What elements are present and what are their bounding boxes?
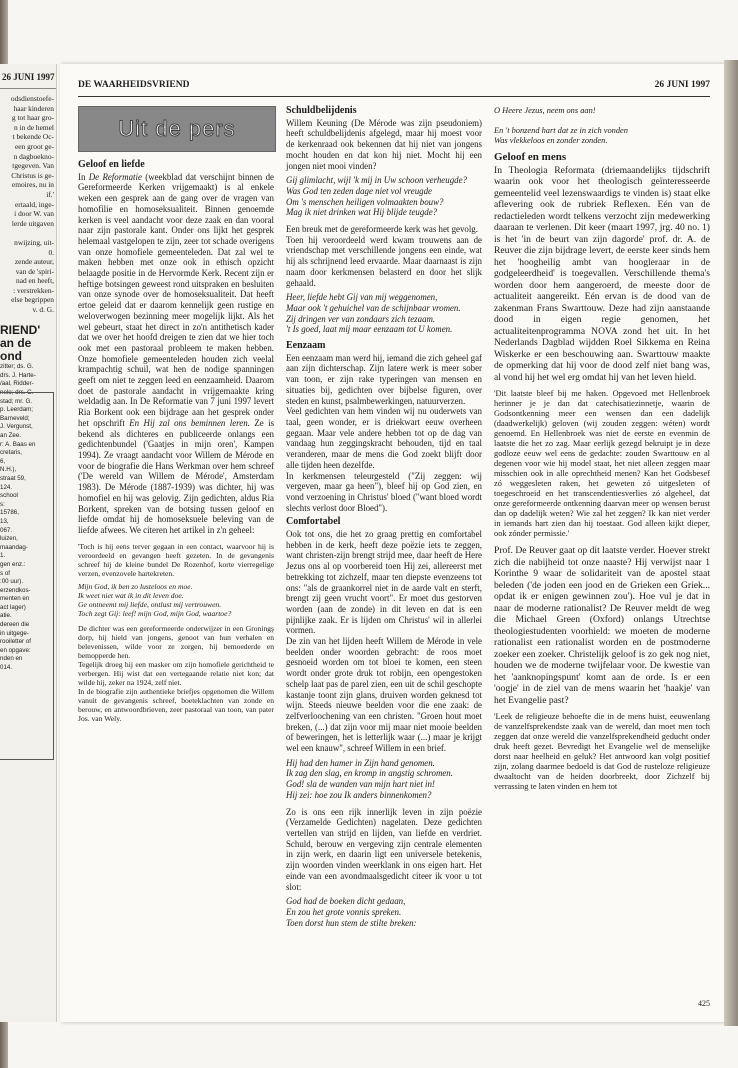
left-page-line: n dagboekno- (13, 151, 54, 161)
left-page-line: menten en (0, 595, 30, 603)
left-page-line: else begrippen (11, 295, 54, 305)
left-page-line: s: (0, 500, 5, 508)
column-1 (78, 102, 274, 723)
left-page-line: 124. (0, 483, 13, 491)
left-page-line: s of (0, 569, 10, 577)
left-page-line: t bekende Oc- (12, 132, 54, 142)
left-page-line: gen enz.: (0, 560, 26, 568)
left-page-line: nden en (0, 655, 23, 663)
left-page-line: straat 59, (0, 474, 26, 482)
left-page-line: J. Vergunst, (0, 423, 33, 431)
left-page-line: nwijzing, uit- (14, 237, 54, 247)
left-page-line: 1. (0, 552, 6, 560)
uit-de-pers-logo: Uit de pers (78, 106, 276, 152)
quote-paragraph: In de biografie zijn authentieke briefjes opgenomen die Willem vanuit de gevangenis schreef, boeteklachten van zonde en berouw, en antwoordbrieven, zeer pastoraal van toon, van pater Jos. van Wely. (78, 686, 274, 723)
left-page-line: act lager) (0, 603, 26, 611)
left-page-line: Barneveld; (0, 414, 30, 422)
left-page-line: odsdienstoefe- (10, 94, 54, 103)
heading-geloof-en-liefde: Geloof en liefde (78, 159, 145, 170)
left-page-line: r: A. Baas en (0, 440, 36, 448)
left-page-line: emoires, nu in (11, 180, 54, 190)
left-page-line: 15786, (0, 509, 19, 517)
left-page-fragment (0, 64, 57, 1022)
left-page-line: nelo; drs. C. (0, 389, 34, 397)
left-page-header: 26 JUNI 1997 (0, 64, 56, 89)
running-header (78, 80, 710, 97)
left-page-line: 6, (0, 457, 6, 465)
heading-schuldbelijdenis: Schuldbelijdenis (286, 105, 357, 116)
left-page-line: n in de hemel (13, 122, 54, 132)
left-page-line: an Zee. (0, 432, 21, 439)
body-paragraph: Ook tot ons, die het zo graag prettig en comfortabel hebben in de kerk, heeft deze poëzie iets te zeggen, want christen-zijn brengt strijd mee, daar heeft de Here Jezus ons al op voorbereid toen Hij zei, allereerst met betrekking tot zichzelf, maar ten diepste evenzeens tot ons: "als de graankorrel niet in de aarde valt en sterft, brengt zij geen vrucht voort". Er moet dus gestorven worden (aan de zonde) in dit leven en dat is een pijnlijke zaak. Er is lijden om Christus' wil in allerlei vormen. (286, 529, 482, 636)
poem-6: O Heere Jezus, neem ons aan! En 't bonzend hart dat ze in zich vonden Was vlekkeloos en zonder zonden. (494, 106, 628, 145)
left-page-line: v. d. G. (32, 305, 54, 315)
left-page-line: drs. J. Harte- (0, 371, 36, 379)
body-paragraph: De zin van het lijden heeft Willem de Mérode in vele beelden onder woorden gebracht: de roos moet gesnoeid worden om tot bloei te komen, een steen wordt onder grote druk tot robijn, een opengestoken schelp laat pas de parel zien, een uit de schil geschopte kastanje toont zijn glans, druiven worden geknesd tot wijn. Steeds nieuwe beelden voor die ene zaak: de zelfverloochening van een christen. "Groen hout moet breken, (...) dat zijn voor mij maar niet mooie beelden of beweringen, het is letterlijk waar (...) maar je krijgt wel een knauw", schreef Willem in een brief. (286, 636, 482, 754)
page-number: 425 (698, 999, 710, 1008)
poem-5: God had de boeken dicht gedaan, En zou het grote vonnis spreken. Toen dorst hun stem de stilte breken: (286, 896, 417, 928)
left-page-line: lerde uitgaven (11, 218, 54, 228)
left-page-line: school (0, 492, 18, 500)
body-paragraph: Willem Keuning (De Mérode was zijn pseudoniem) heeft schuldbelijdenis afgelegd, maar hij moest voor de kerkenraad ook bekennen dat hij niet van jongens mocht houden en dat kon hij niet. Mocht hij een jongen niet mooi vinden? (286, 117, 482, 171)
poem-4: Hij had den hamer in Zijn hand genomen. Ik zag den slag, en kromp in angstig schromen. God! sla de wanden van mijn hart niet in! Hij zei: hoe zou Ik anders binnenkomen? (286, 757, 453, 800)
left-page-line: stad; mr. G. (0, 397, 32, 405)
body-paragraph: In Theologia Reformata (driemaandelijks tijdschrift waarin ook voor het theologisch geïnteresseerde gemeentelid veel lezenswaardigs te vinden is) staat elke aflevering ook de rubriek Reflexen. Eén van de redactieleden wordt telkens verzocht zijn medewerking daaraan te verlenen. Dit keer (maart 1997, jrg. 40 no. 1) is het 'in de beurt van zijn dagorde' prof. dr. A. de Reuver die zijn bijdrage levert, de eerste keer sinds hem het 'hoogheilig ambt van hoogleraar in de godgeleerdheid' is toegevallen. Verschillende thema's worden door hem aangeroerd, de meeste door de actualiteit aangereikt. Eén ervan is de dood van de zakenman Frans Swarttouw. Deze had zijn aanstaande dood in eigen regie genomen, het actualiteitenprogramma NOVA zond het uit. In het Nederlands Dagblad wijdden Roel Sikkema en Reina Wiskerke er een beschouwing aan. Swarttouw maakte de opmerking dat hij voor de dood zelf niet bang was, al vond hij het wel erg omdat hij van het leven hield. (494, 164, 710, 383)
left-page-colophon-box (0, 392, 54, 760)
body-paragraph: Veel gedichten van hem vinden wij nu ouderwets van taal, geen wonder, er is driekwart eeuw overheen gegaan. Maar vele andere hebben tot op de dag van vandaag hun zeggingskracht behouden, tijd en taal veranderen, maar de mens die God zoekt blijft door alle tijden heen dezelfde. (286, 406, 482, 470)
heading-eenzaam: Eenzaam (286, 340, 326, 352)
left-page-line: N.H.), (0, 466, 17, 474)
left-page-line: zitter; ds. G. (0, 363, 34, 371)
left-page-line: dereen die (0, 621, 30, 629)
heading-geloof-en-mens: Geloof en mens (494, 151, 567, 163)
left-page-line: :00 uur). (0, 578, 24, 586)
left-page-line: van de 'spiri- (15, 266, 54, 276)
left-page-line: 014. (0, 664, 13, 672)
quote-paragraph: 'Dit laatste bleef bij me haken. Opgevoed met Hellenbroek herinner je je dan dat catechisatiezinnetje, waarin de Godsontkenning meer een wensen dan een dadelijk (daadwerkelijk) geloven (wij zouden zeggen: wéten) wordt genoemd. En Hellenbroek was niet de eerste en evenmin de laatste die het zo zag. Maar eerlijk gezegd bekruipt je in deze godloze eeuw wel eens de gedachte: zouden Swarttouw en al degenen voor wie hij model staat, het niet alleen zeggen maar misschien ook in alle oprechtheid menen? Kan het Godsbesef zó weggesleten raken, het geweten zó uitgesleten of toegeschroeid en het transcendentiesverlies zó algeheel, dat onze gereformeerde ontkenning daarvan meer op wensen berust dan op dadelijk weten? Wie zal het zeggen? Ik kan niet verder in iemands hart zien dan hij toestaat. God alleen kijkt dieper, ook zónder permissie.' (494, 389, 710, 538)
left-page-line: erzendkos- (0, 586, 31, 594)
left-page-line: nad en heeft, (16, 276, 54, 286)
intro-paragraph: In De Reformatie (weekblad dat verschijnt binnen de Gereformeerde Kerken vrijgemaakt) is al enkele weken een gesprek aan de gang over de vragen van homofilie en homoseksualiteit. Binnen genoemde kerken is veel aandacht voor deze zaak en dan vooral naar zijn pastorale kant. Onder ons lijkt het gesprek helemaal vastgelopen te zijn, zeer tot schade overigens van onze homofiele gemeenteleden. Dat zal wel te maken hebben met onze ook in ethisch opzicht belaagde positie in de Hervormde Kerk. Recent zijn er heftige botsingen geweest rond uitspraken en besluiten van onze synode over de homoseksualiteit. Dat heeft ertoe geleid dat er daarom kennelijk geen rustige en weloverwogen bezinning meer mogelijk lijkt. Als het wel gebeurt, staat het direct in zo'n antithetisch kader dat we over het hoofd dreigen te zien dat we hier toch ook met een pastoraal probleem te maken hebben. Onze homofiele gemeenteleden houden zich veelal krampachtig schuil, wat hen de nodige spanningen geeft om niet te zeggen leed en eenzaamheid. Daarom doet de pastorale aandacht in vrijgemaakte kring weldadig aan. In De Reformatie van 7 juni 1997 levert Ria Borkent ook een bijdrage aan het gesprek onder het opschrift En Hij zal ons beminnen leren. Ze is bekend als dichteres en publiceerde onlangs een gedichtenbundel ('Gaatjes in mijn oren', Kampen 1994). Ze vraagt aandacht voor Willem de Mérode en voor de biografie die Hans Werkman over hem schreef ('De wereld van Willem de Mérode', Amsterdam 1983). De Mérode (1887-1939) was dichter, hij was homofiel en hij was gelovig. Zijn gedichten, aldus Ria Borkent, spreken van de botsing tussen geloof en liefde omdat hij de homoseksuele beleving van de liefde afwees. We citeren het artikel in z'n geheel: (78, 171, 275, 535)
body-paragraph: Zo is ons een rijk innerlijk leven in zijn poëzie (Verzamelde Gedichten) nagelaten. Deze gedichten vertellen van strijd en lijden, van liefde en verdriet. Schuld, berouw en vergeving zijn centrale elementen in zijn werk, en daarin ligt een universele betekenis, zijn woorden vinden weerklank in ons eigen hart. Het einde van een avondmaalsgedicht citeer ik voor u tot slot: (286, 806, 482, 892)
page-stack-edge (724, 60, 738, 1026)
left-page-line: tgegeven. Van (12, 161, 54, 171)
left-page-line: en opgave: (0, 646, 31, 654)
left-page-line: 0. (48, 247, 54, 257)
poem-2: Gij glimlacht, wijl 'k mij in Uw schoon verheugde? Was God ten zeden dage niet vol vreugde Om 's menschen heiligen volmaakten bouw? Mag ik niet drinken wat Hij blijde teugde? (286, 175, 467, 218)
header-title: DE WAARHEIDSVRIEND (78, 80, 190, 90)
quote-paragraph: Tegelijk droeg hij een masker om zijn homofiele gerichtheid te verbergen. Hij wist dat een vertegaande relatie niet kon; dat wilde hij, zeker na 1924, zelf niet. (78, 659, 274, 687)
left-page-line: i door W. van (14, 209, 54, 219)
left-page-line: 067. (0, 526, 13, 534)
left-page-line: Christus is ge- (11, 170, 54, 180)
left-page-line: atie. (0, 612, 12, 620)
column-3 (494, 102, 710, 792)
left-page-line: : verstrekken- (13, 285, 54, 295)
poem-3: Heer, liefde hebt Gij van mij weggenomen, Maar ook 't gehuichel van de schijnbaar vromen. Zij dringen ver van zondaars zich tezaam. 't Is goed, laat mij maar eenzaam tot U komen. (286, 292, 461, 335)
left-page-line: luizen, (0, 535, 18, 543)
body-paragraph: In kerkmensen teleurgesteld ("Zij zeggen: wij vergeven, maar ga heen"), bleef hij op God zien, en vond verzoening in Christus' bloed ("want bloed wordt slechts verlost door Bloed"). (286, 470, 482, 513)
heading-comfortabel: Comfortabel (286, 516, 341, 528)
quote-paragraph: 'Toch is hij eens terver gegaan in een contact, waarvoor hij is veroordeeld en gevangen heeft gezeten. In de gevangenis schreef hij de kleine bundel De Rozenhof, korte vierregelige verzen, evenzovele hartekreten. (78, 541, 274, 578)
left-page-line: if.' (46, 189, 54, 199)
left-page-line: een groot ge- (15, 141, 54, 151)
body-paragraph: Prof. De Reuver gaat op dit laatste verder. Hoever strekt zich die nabijheid tot onze naaste? Hij verwijst naar 1 Korinthe 9 waar de solidariteit van de apostel staat beleden ('de joden een jood en de Grieken een Griek... opdat ik er enigen gewinnen zou'). Hoe vul je dat in naar de moderne rationalist? De Reuver meldt de weg die Michael Green (Oxford) onlangs Utrechtse theologiestudenten voorhield: we moeten de moderne rationalist een rationalist worden en de postmoderne zoeker een zoeker. Christelijk geloof is zo gek nog niet, houden we de moderne twijfelaar voor. De kwestie van het 'aanknopingspunt' komt aan de orde. Is er een 'oogje' in de ziel van de mens waarin het 'haakje' van het Evangelie past? (494, 545, 710, 706)
left-page-line: cretaris, (0, 449, 23, 457)
left-page-line: maandag- (0, 543, 28, 551)
left-page-line: g tot haar gro- (11, 113, 54, 123)
header-date: 26 JUNI 1997 (654, 80, 710, 90)
left-page-line: an de (0, 336, 32, 351)
left-page-line: 13, (0, 517, 9, 525)
left-page-line: zende auteur, (14, 257, 54, 267)
body-paragraph: Een eenzaam man werd hij, iemand die zich geheel gaf aan zijn dichterschap. Zijn latere werk is meer sober van toon, er zijn rake typeringen van mensen en situaties bij, gedichten over bijbelse figuren, over steden en kunst, psalmbewerkingen, natuurverzen. (286, 352, 482, 406)
quote-paragraph: 'Leek de religieuze behoefte die in de mens huist, eeuwenlang de vanzelfsprekendste zaak van de wereld, dan moet men toch zeggen dat onze wereld die vanzelfsprekendheid geducht onder druk heeft gezet. Bevredigt het Evangelie wel de menselijke dorst naar heelheid en geluk? Het antwoord kan volgt positief zijn, zolang daarmee bedoeld is dat God de rusteloze religieuze dwaaltocht van de heiden doorbreekt, door Zichzelf bij verrassing te laten vinden en hem tot (494, 712, 710, 791)
left-page-line: RIEND' (0, 323, 41, 338)
left-page-line: ertaald, inge- (15, 199, 54, 209)
left-page-line: ond (0, 349, 22, 364)
column-2 (286, 102, 482, 934)
poem-1: Mijn God, ik ben zo lusteloos en moe. Ik weet niet wat ik in dit leven doe. Ge ontneemt mij liefde, ontlust mij vertrouwen. Toch zegt Gij: leef! mijn God, mijn God, waartoe? (78, 581, 232, 618)
quote-paragraph: De dichter was een gereformeerde onderwijzer in een Groningş dorp, hij hield van jongens, genoot van hun verhalen en belevenissen, wilde voor ze zorgen, hij bemoederde en bemopperde hen. (78, 623, 274, 660)
left-page-line: haar kinderen (13, 103, 54, 113)
left-page-line: p. Leerdam; (0, 406, 34, 414)
body-paragraph: Toen hij veroordeeld werd kwam trouwens aan de vriendschap met verschillende jongens een einde, wat hij als schrijnend leed ervaarde. Maar daarnaast is zijn naam door kerkmensen belasterd en door het slijk gehaald. (286, 234, 482, 288)
left-page-line: rooiletter of (0, 638, 31, 646)
left-page-line: /aal, Ridder- (0, 380, 34, 388)
main-page (60, 64, 724, 1022)
left-page-line: in uitgege- (0, 629, 29, 637)
body-paragraph: Een breuk met de gereformeerde kerk was het gevolg. (286, 224, 478, 235)
